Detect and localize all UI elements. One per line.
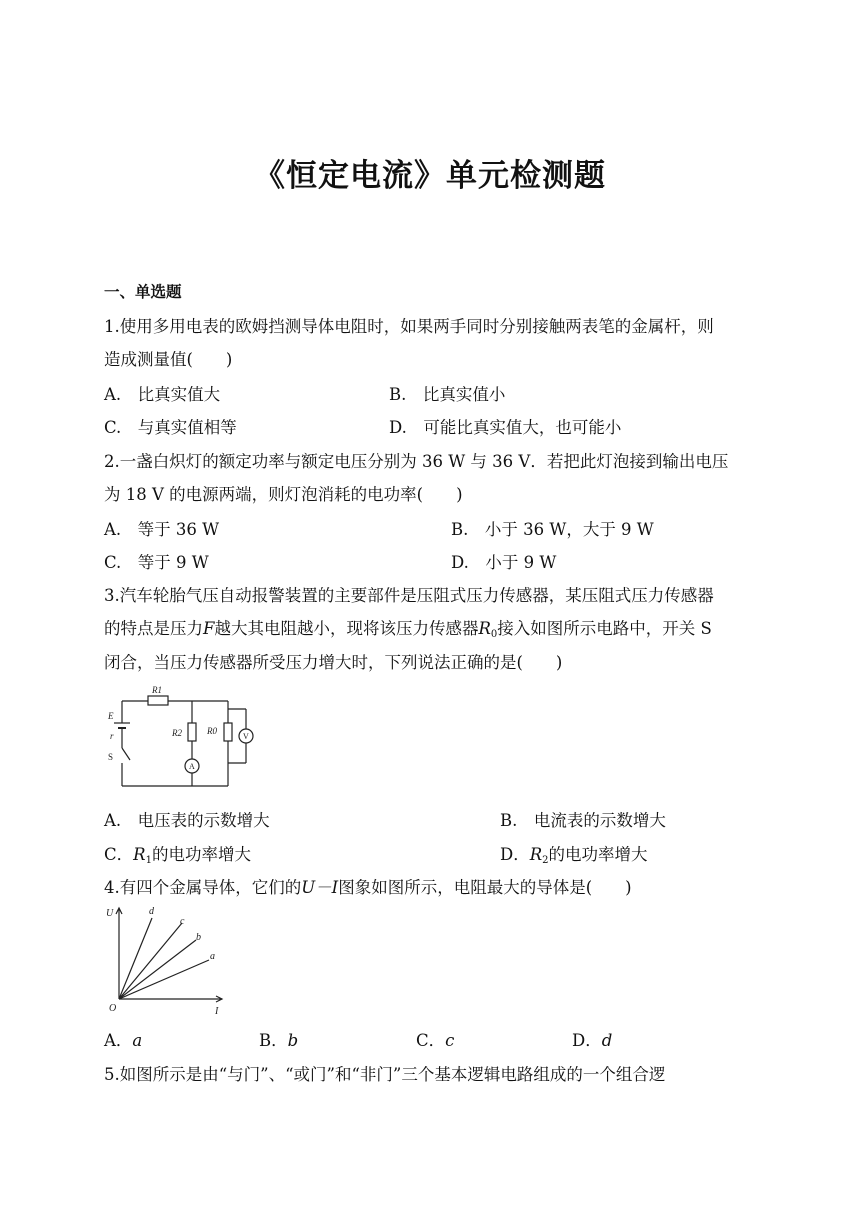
q3-var-r0: R — [478, 619, 491, 638]
q4-option-c-prefix: C． — [416, 1031, 446, 1050]
q5-stem-line1: 5.如图所示是由“与门”、“或门”和“非门”三个基本逻辑电路组成的一个组合逻 — [104, 1065, 666, 1084]
q2-option-d: D. 小于 9 W — [451, 553, 557, 572]
q4-ui-graph — [104, 903, 229, 1018]
q4-option-d — [572, 1027, 612, 1051]
q3-option-d-prefix: D． — [500, 845, 530, 864]
voltmeter-label: V — [243, 732, 249, 741]
q4-option-b-value: b — [287, 1031, 299, 1050]
section-heading: 一、单选题 — [104, 283, 182, 301]
q3-option-c-prefix: C． — [104, 845, 134, 864]
q4-option-a-prefix: A． — [104, 1031, 133, 1050]
line-c — [119, 923, 182, 999]
q3-circuit-diagram — [104, 683, 264, 793]
q2-stem-line2: 为 18 V 的电源两端，则灯泡消耗的电功率( ) — [104, 485, 463, 504]
label-d: d — [149, 906, 154, 917]
q1-option-a: A. 比真实值大 — [104, 385, 221, 404]
label-r: r — [110, 731, 114, 741]
q4-option-c — [416, 1027, 454, 1051]
q3-option-a: A. 电压表的示数增大 — [104, 811, 270, 830]
q2-stem-line1: 2.一盏白炽灯的额定功率与额定电压分别为 36 W 与 36 V．若把此灯泡接到输出电压 — [104, 452, 729, 471]
label-b: b — [196, 932, 201, 943]
q3-option-c-var: R — [133, 845, 146, 864]
q3-option-d-text: 的电功率增大 — [548, 845, 648, 864]
label-origin: O — [109, 1003, 117, 1014]
q4-option-a-value: a — [132, 1031, 143, 1050]
resistor-r2 — [188, 723, 196, 741]
q3-option-d-var: R — [529, 845, 543, 864]
q3-option-c — [104, 841, 251, 866]
q4-option-b-prefix: B． — [259, 1031, 288, 1050]
q3-var-f: F — [203, 619, 215, 638]
q4-var-ui: U－I — [301, 878, 339, 897]
label-i: I — [215, 1006, 219, 1017]
q3-stem-line2 — [104, 615, 712, 640]
q3-text: 越大其电阻越小，现将该压力传感器 — [214, 619, 479, 638]
q3-var-r0-sub: 0 — [490, 629, 498, 640]
q4-text: 图象如图所示，电阻最大的导体是( ) — [338, 878, 632, 897]
q3-option-d-sub: 2 — [542, 855, 549, 866]
q3-option-c-sub: 1 — [145, 855, 152, 866]
label-a: a — [210, 951, 215, 962]
q1-stem-line1: 1.使用多用电表的欧姆挡测导体电阻时，如果两手同时分别接触两表笔的金属杆，则 — [104, 317, 714, 336]
label-u: U — [106, 908, 114, 919]
q4-option-a — [104, 1027, 142, 1051]
q3-option-d — [500, 841, 648, 866]
label-r2: R2 — [172, 728, 182, 738]
q4-stem — [104, 874, 632, 898]
q3-text: 接入如图所示电路中，开关 S — [497, 619, 712, 638]
q3-option-c-text: 的电功率增大 — [151, 845, 251, 864]
ammeter-label: A — [189, 762, 195, 771]
label-r1: R1 — [152, 685, 162, 695]
q1-option-b: B. 比真实值小 — [389, 385, 506, 404]
page-title: 《恒定电流》单元检测题 — [254, 158, 606, 194]
q3-text: 的特点是压力 — [104, 619, 203, 638]
q3-stem-line3: 闭合，当压力传感器所受压力增大时，下列说法正确的是( ) — [104, 653, 563, 672]
q4-option-d-value: d — [601, 1031, 613, 1050]
q4-option-d-prefix: D． — [572, 1031, 602, 1050]
q2-option-c: C. 等于 9 W — [104, 553, 209, 572]
switch-lever — [122, 748, 130, 760]
q1-option-d: D. 可能比真实值大，也可能小 — [389, 418, 622, 437]
q2-option-a: A. 等于 36 W — [104, 520, 220, 539]
q3-stem-line1: 3.汽车轮胎气压自动报警装置的主要部件是压阻式压力传感器，某压阻式压力传感器 — [104, 586, 714, 605]
label-r0: R0 — [207, 726, 217, 736]
q4-option-b — [259, 1027, 298, 1051]
q2-option-b: B. 小于 36 W，大于 9 W — [451, 520, 654, 539]
q3-option-b: B. 电流表的示数增大 — [500, 811, 666, 830]
q1-option-c: C. 与真实值相等 — [104, 418, 237, 437]
q4-option-c-value: c — [445, 1031, 455, 1050]
q1-stem-line2: 造成测量值( ) — [104, 350, 233, 369]
resistor-r0 — [224, 723, 232, 741]
label-s: S — [108, 752, 114, 762]
label-e: E — [108, 711, 114, 721]
label-c: c — [180, 916, 185, 927]
q4-text: 4.有四个金属导体，它们的 — [104, 878, 302, 897]
resistor-r1 — [148, 696, 168, 705]
